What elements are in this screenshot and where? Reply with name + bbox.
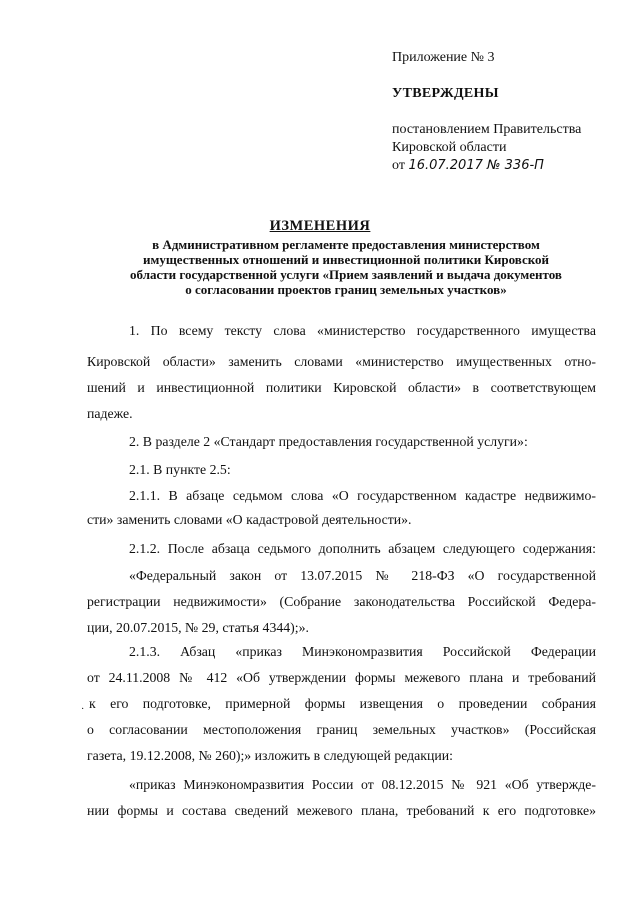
body-line-17: газета, 19.12.2008, № 260);» изложить в следующей редакции: <box>87 748 453 763</box>
scan-speck: · <box>81 704 85 715</box>
subtitle-line-3: области государственной услуги «Прием заявлений и выдача документов <box>130 267 562 282</box>
body-line-11: регистрации недвижимости» (Собрание законодательства Российской Федера- <box>87 594 596 609</box>
body-line-16: о согласовании местоположения границ земельных участков» (Российская <box>87 722 596 737</box>
decree-line-3 <box>392 157 581 175</box>
body-line-13: 2.1.3. Абзац «приказ Минэкономразвития Российской Федерации <box>129 644 596 659</box>
body-line-3: шений и инвестиционной политики Кировской области» в соответствующем <box>87 380 596 395</box>
body-line-7: 2.1.1. В абзаце седьмом слова «О государственном кадастре недвижимо- <box>129 488 596 503</box>
decree-handwritten-number: 16.07.2017 № 336-П <box>408 158 544 173</box>
approved-heading: УТВЕРЖДЕНЫ <box>392 86 499 101</box>
decree-line-1: постановлением Правительства <box>392 122 582 137</box>
subtitle-line-4: о согласовании проектов границ земельных участков» <box>185 282 507 297</box>
body-line-19: нии формы и состава сведений межевого плана, требований к его подготовке» <box>87 803 596 818</box>
body-line-4: падеже. <box>87 406 133 421</box>
body-line-12: ции, 20.07.2015, № 29, статья 4344);». <box>87 620 309 635</box>
body-line-14: от 24.11.2008 № 412 «Об утверждении формы межевого плана и требований <box>87 670 596 685</box>
body-line-18: «приказ Минэкономразвития России от 08.12.2015 № 921 «Об утвержде- <box>129 777 596 792</box>
body-line-5: 2. В разделе 2 «Стандарт предоставления государственной услуги»: <box>129 434 528 449</box>
appendix-label: Приложение № 3 <box>392 50 495 65</box>
body-line-6: 2.1. В пункте 2.5: <box>129 462 231 477</box>
body-line-8: сти» заменить словами «О кадастровой деятельности». <box>87 512 412 527</box>
body-line-2: Кировской области» заменить словами «министерство имущественных отно- <box>87 354 596 369</box>
body-line-15: к его подготовке, примерной формы извещения о проведении собрания <box>89 696 596 711</box>
decree-line-2: Кировской области <box>392 140 507 155</box>
subtitle-line-1: в Административном регламенте предоставления министерством <box>152 237 540 252</box>
decree-prefix: от <box>392 158 405 173</box>
body-line-10: «Федеральный закон от 13.07.2015 № 218-ФЗ «О государственной <box>129 568 596 583</box>
subtitle-line-2: имущественных отношений и инвестиционной политики Кировской <box>142 252 550 267</box>
document-subtitle <box>96 237 596 297</box>
decree-reference <box>392 121 581 175</box>
body-line-1: 1. По всему тексту слова «министерство государственного имущества <box>129 323 596 338</box>
body-line-9: 2.1.2. После абзаца седьмого дополнить абзацем следующего содержания: <box>129 541 596 556</box>
document-title: ИЗМЕНЕНИЯ <box>269 218 371 234</box>
